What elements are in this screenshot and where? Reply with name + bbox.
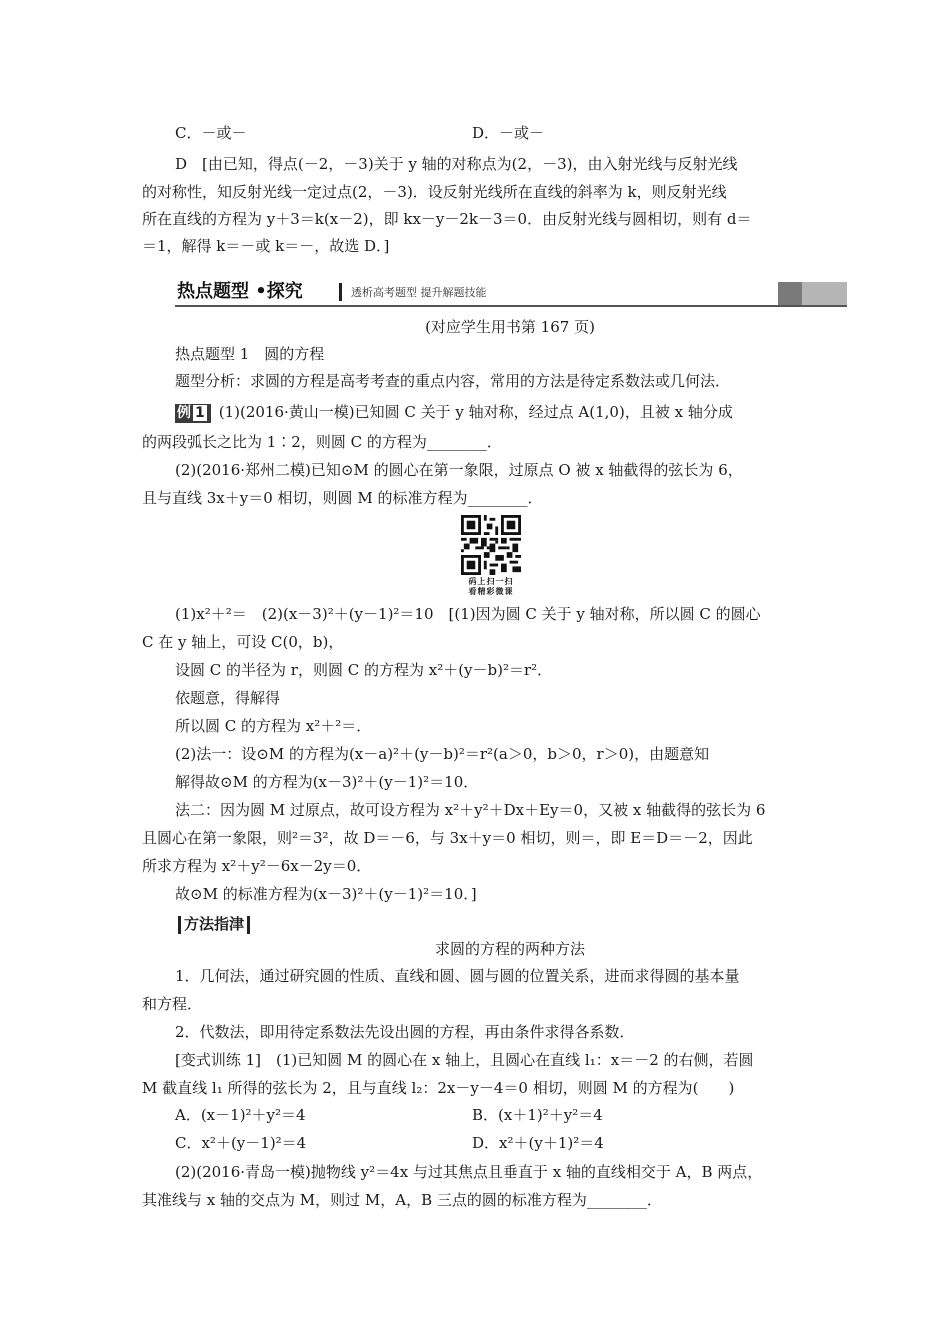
solution-line-9: 且圆心在第一象限，则²＝3²，故 D＝－6，与 3x＋y＝0 相切，则＝，即 E＝D＝－2，因此 xyxy=(142,829,753,847)
option-d: D．x²＋(y＋1)²＝4 xyxy=(472,1134,604,1152)
option-c: C．x²＋(y－1)²＝4 xyxy=(175,1134,307,1152)
example-line-2: 的两段弧长之比为 1∶2，则圆 C 的方程为________． xyxy=(142,433,502,451)
example-line-4: 且与直线 3x＋y＝0 相切，则圆 M 的标准方程为________． xyxy=(142,489,543,507)
option-d-prev: D．－或－ xyxy=(472,124,545,142)
qr-caption: 码上扫一扫 看精彩微课 xyxy=(468,577,514,596)
topic-analysis: 题型分析：求圆的方程是高考考查的重点内容，常用的方法是待定系数法或几何法． xyxy=(175,372,731,390)
example-line-3: (2)(2016·郑州二模)已知⊙M 的圆心在第一象限，过原点 O 被 x 轴截得的弦长为 6， xyxy=(175,461,743,479)
example-line-1: 例 1 (1)(2016·黄山一模)已知圆 C 关于 y 轴对称，经过点 A(1,0)，且被 x 轴分成 xyxy=(177,403,733,421)
answer-line-3: 所在直线的方程为 y＋3＝k(x－2)，即 kx－y－2k－3＝0．由反射光线与圆相切，则有 d＝ xyxy=(142,210,752,228)
option-c-prev: C．－或－ xyxy=(175,124,247,142)
option-b: B．(x＋1)²＋y²＝4 xyxy=(472,1106,603,1124)
solution-line-11: 故⊙M 的标准方程为(x－3)²＋(y－1)²＝10．] xyxy=(175,885,477,903)
solution-line-5: 所以圆 C 的方程为 x²＋²＝． xyxy=(175,717,372,735)
banner-title: 热点题型 •探究 xyxy=(177,281,303,302)
example-badge: 例 1 xyxy=(175,404,211,423)
variant-line-1: [变式训练 1] (1)已知圆 M 的圆心在 x 轴上，且圆心在直线 l₁：x＝－2 的右侧，若圆 xyxy=(175,1051,754,1069)
answer-line-1: D [由已知，得点(－2，－3)关于 y 轴的对称点为(2，－3)，由入射光线与反射光线 xyxy=(175,155,738,173)
section-banner xyxy=(175,280,847,306)
method-heading: 求圆的方程的两种方法 xyxy=(434,940,585,958)
solution-line-3: 设圆 C 的半径为 r，则圆 C 的方程为 x²＋(y－b)²＝r²． xyxy=(175,661,553,679)
method-bar-right xyxy=(247,916,250,934)
banner-subtitle: 透析高考题型 提升解题技能 xyxy=(351,286,487,299)
variant-line-2: M 截直线 l₁ 所得的弦长为 2，且与直线 l₂：2x－y－4＝0 相切，则圆 M 的方程为( ) xyxy=(142,1079,735,1097)
banner-light-block xyxy=(802,282,847,305)
answer-line-4: ＝1，解得 k＝－或 k＝－，故选 D．] xyxy=(142,237,390,255)
solution-line-4: 依题意，得解得 xyxy=(175,689,281,707)
option-a: A．(x－1)²＋y²＝4 xyxy=(175,1106,306,1124)
topic-title: 热点题型 1 圆的方程 xyxy=(175,345,325,363)
solution-line-6: (2)法一：设⊙M 的方程为(x－a)²＋(y－b)²＝r²(a＞0，b＞0，r＞0)，由题意知 xyxy=(175,745,710,763)
solution-line-1: (1)x²＋²＝ (2)(x－3)²＋(y－1)²＝10 [(1)因为圆 C 关于 y 轴对称，所以圆 C 的圆心 xyxy=(175,605,761,623)
method-item-1: 1．几何法，通过研究圆的性质、直线和圆、圆与圆的位置关系，进而求得圆的基本量 xyxy=(175,967,740,985)
page-reference: (对应学生用书第 167 页) xyxy=(425,318,595,336)
banner-rule xyxy=(175,305,847,307)
question-line-2: 其准线与 x 轴的交点为 M，则过 M，A，B 三点的圆的标准方程为________． xyxy=(142,1191,662,1209)
banner-dark-block xyxy=(778,282,802,305)
method-item-1-cont: 和方程． xyxy=(142,995,203,1013)
qr-code[interactable] xyxy=(461,515,521,575)
answer-line-2: 的对称性，知反射光线一定过点(2，－3)．设反射光线所在直线的斜率为 k，则反射光线 xyxy=(142,183,727,201)
banner-divider xyxy=(339,283,342,301)
method-guide-label: 方法指津 xyxy=(175,913,253,935)
question-line-1: (2)(2016·青岛一模)抛物线 y²＝4x 与过其焦点且垂直于 x 轴的直线相交于 A，B 两点， xyxy=(175,1163,763,1181)
method-item-2: 2．代数法，即用待定系数法先设出圆的方程，再由条件求得各系数． xyxy=(175,1023,635,1041)
solution-line-7: 解得故⊙M 的方程为(x－3)²＋(y－1)²＝10． xyxy=(175,773,479,791)
solution-line-2: C 在 y 轴上，可设 C(0，b)， xyxy=(142,633,344,651)
solution-line-10: 所求方程为 x²＋y²－6x－2y＝0． xyxy=(142,857,372,875)
solution-line-8: 法二：因为圆 M 过原点，故可设方程为 x²＋y²＋Dx＋Ey＝0，又被 x 轴截得的弦长为 6 xyxy=(175,801,766,819)
method-bar-left xyxy=(178,916,181,934)
